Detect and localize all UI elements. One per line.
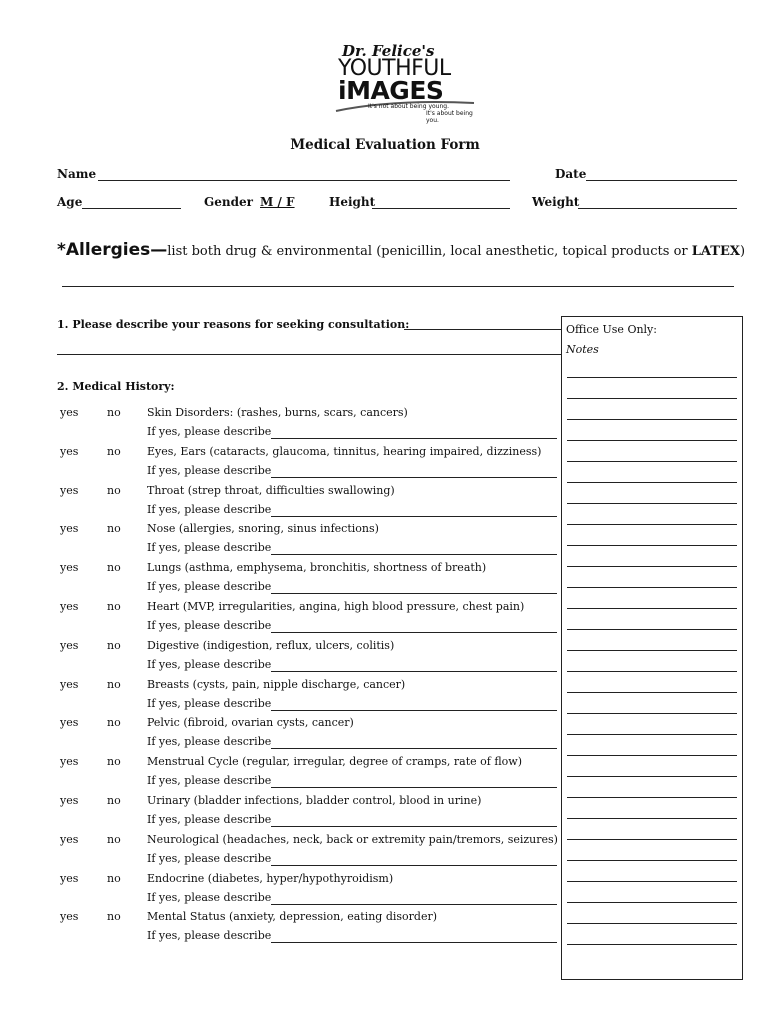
medical-row: [57, 755, 557, 794]
consultation-question: 1. Please describe your reasons for seeking consultation:: [57, 318, 410, 331]
medical-row: [57, 406, 557, 445]
medical-row: [57, 600, 557, 639]
describe-label: If yes, please describe: [147, 658, 272, 671]
yes-option[interactable]: yes: [60, 794, 79, 807]
no-option[interactable]: no: [107, 522, 121, 535]
describe-field[interactable]: [271, 554, 557, 555]
condition-label: Mental Status (anxiety, depression, eating disorder): [147, 910, 438, 923]
medical-row: [57, 910, 557, 949]
office-use-header: Office Use Only:: [566, 323, 657, 336]
allergies-heading: *Allergies—: [57, 240, 168, 260]
office-note-line[interactable]: [567, 566, 737, 567]
describe-field[interactable]: [271, 826, 557, 827]
describe-field[interactable]: [271, 438, 557, 439]
office-note-line[interactable]: [567, 797, 737, 798]
office-note-line[interactable]: [567, 713, 737, 714]
condition-label: Eyes, Ears (cataracts, glaucoma, tinnitus, hearing impaired, dizziness): [147, 445, 542, 458]
office-note-line[interactable]: [567, 482, 737, 483]
medical-history-heading: 2. Medical History:: [57, 380, 175, 393]
no-option[interactable]: no: [107, 484, 121, 497]
condition-label: Menstrual Cycle (regular, irregular, degree of cramps, rate of flow): [147, 755, 522, 768]
medical-row: [57, 639, 557, 678]
describe-label: If yes, please describe: [147, 425, 272, 438]
describe-label: If yes, please describe: [147, 619, 272, 632]
yes-option[interactable]: yes: [60, 716, 79, 729]
medical-row: [57, 561, 557, 600]
describe-field[interactable]: [271, 748, 557, 749]
consultation-field-1[interactable]: [404, 329, 561, 330]
no-option[interactable]: no: [107, 755, 121, 768]
name-label: Name: [57, 167, 97, 181]
yes-option[interactable]: yes: [60, 445, 79, 458]
describe-label: If yes, please describe: [147, 735, 272, 748]
condition-label: Neurological (headaches, neck, back or extremity pain/tremors, seizures): [147, 833, 558, 846]
medical-row: [57, 445, 557, 484]
office-note-line[interactable]: [567, 692, 737, 693]
date-label: Date: [555, 167, 587, 181]
allergies-field[interactable]: [62, 286, 734, 287]
no-option[interactable]: no: [107, 910, 121, 923]
medical-row: [57, 716, 557, 755]
condition-label: Urinary (bladder infections, bladder control, blood in urine): [147, 794, 482, 807]
medical-row: [57, 522, 557, 561]
condition-label: Lungs (asthma, emphysema, bronchitis, shortness of breath): [147, 561, 487, 574]
office-note-line[interactable]: [567, 650, 737, 651]
yes-option[interactable]: yes: [60, 872, 79, 885]
describe-label: If yes, please describe: [147, 852, 272, 865]
office-note-line[interactable]: [567, 398, 737, 399]
office-note-line[interactable]: [567, 881, 737, 882]
medical-row: [57, 833, 557, 872]
describe-field[interactable]: [271, 477, 557, 478]
office-note-line[interactable]: [567, 545, 737, 546]
describe-label: If yes, please describe: [147, 464, 272, 477]
no-option[interactable]: no: [107, 794, 121, 807]
office-note-line[interactable]: [567, 860, 737, 861]
describe-field[interactable]: [271, 710, 557, 711]
office-note-line[interactable]: [567, 524, 737, 525]
describe-field[interactable]: [271, 516, 557, 517]
office-note-line[interactable]: [567, 440, 737, 441]
logo-line-doctor: Dr. Felice's: [342, 42, 435, 60]
yes-option[interactable]: yes: [60, 522, 79, 535]
no-option[interactable]: no: [107, 833, 121, 846]
gender-label: Gender: [204, 195, 253, 209]
no-option[interactable]: no: [107, 678, 121, 691]
yes-option[interactable]: yes: [60, 910, 79, 923]
no-option[interactable]: no: [107, 716, 121, 729]
weight-label: Weight: [532, 195, 580, 209]
condition-label: Endocrine (diabetes, hyper/hypothyroidism): [147, 872, 394, 885]
weight-field[interactable]: [578, 208, 737, 209]
condition-label: Heart (MVP, irregularities, angina, high blood pressure, chest pain): [147, 600, 525, 613]
no-option[interactable]: no: [107, 445, 121, 458]
office-note-line[interactable]: [567, 587, 737, 588]
no-option[interactable]: no: [107, 561, 121, 574]
describe-label: If yes, please describe: [147, 774, 272, 787]
office-note-line[interactable]: [567, 419, 737, 420]
medical-row: [57, 678, 557, 717]
medical-row: [57, 794, 557, 833]
condition-label: Pelvic (fibroid, ovarian cysts, cancer): [147, 716, 354, 729]
describe-label: If yes, please describe: [147, 503, 272, 516]
office-notes-label: Notes: [566, 343, 599, 356]
gender-field[interactable]: M / F: [260, 195, 295, 209]
age-field[interactable]: [82, 208, 181, 209]
describe-label: If yes, please describe: [147, 697, 272, 710]
form-title: Medical Evaluation Form: [290, 137, 480, 153]
describe-field[interactable]: [271, 593, 557, 594]
describe-field[interactable]: [271, 787, 557, 788]
allergies-text: list both drug & environmental (penicillin, local anesthetic, topical products or: [167, 244, 692, 259]
condition-label: Breasts (cysts, pain, nipple discharge, cancer): [147, 678, 406, 691]
office-use-box: [561, 316, 743, 980]
medical-row: [57, 872, 557, 911]
no-option[interactable]: no: [107, 406, 121, 419]
office-note-line[interactable]: [567, 629, 737, 630]
office-note-line[interactable]: [567, 776, 737, 777]
describe-label: If yes, please describe: [147, 929, 272, 942]
office-note-line[interactable]: [567, 944, 737, 945]
practice-logo: [334, 42, 484, 122]
condition-label: Nose (allergies, snoring, sinus infections): [147, 522, 379, 535]
no-option[interactable]: no: [107, 639, 121, 652]
office-note-line[interactable]: [567, 734, 737, 735]
logo-tagline-1: It's not about being young.: [368, 103, 449, 110]
office-note-line[interactable]: [567, 923, 737, 924]
name-field[interactable]: [98, 180, 510, 181]
logo-line-youthful: YOUTHFUL: [338, 56, 451, 81]
office-note-line[interactable]: [567, 608, 737, 609]
yes-option[interactable]: yes: [60, 600, 79, 613]
yes-option[interactable]: yes: [60, 833, 79, 846]
height-label: Height: [329, 195, 376, 209]
describe-label: If yes, please describe: [147, 813, 272, 826]
age-label: Age: [57, 195, 83, 209]
describe-field[interactable]: [271, 942, 557, 943]
office-note-line[interactable]: [567, 902, 737, 903]
yes-option[interactable]: yes: [60, 755, 79, 768]
describe-field[interactable]: [271, 671, 557, 672]
medical-row: [57, 484, 557, 523]
date-field[interactable]: [586, 180, 737, 181]
allergies-prompt: [57, 240, 745, 260]
describe-field[interactable]: [271, 865, 557, 866]
describe-label: If yes, please describe: [147, 541, 272, 554]
latex-text: LATEX: [691, 244, 740, 259]
yes-option[interactable]: yes: [60, 484, 79, 497]
office-note-line[interactable]: [567, 818, 737, 819]
condition-label: Skin Disorders: (rashes, burns, scars, cancers): [147, 406, 408, 419]
no-option[interactable]: no: [107, 872, 121, 885]
yes-option[interactable]: yes: [60, 639, 79, 652]
no-option[interactable]: no: [107, 600, 121, 613]
yes-option[interactable]: yes: [60, 561, 79, 574]
consultation-field-2[interactable]: [57, 354, 561, 355]
office-note-line[interactable]: [567, 839, 737, 840]
logo-tagline-2: It's about being you.: [426, 110, 473, 124]
yes-option[interactable]: yes: [60, 678, 79, 691]
describe-field[interactable]: [271, 904, 557, 905]
logo-line-images: iMAGES: [338, 76, 444, 105]
condition-label: Throat (strep throat, difficulties swallowing): [147, 484, 395, 497]
describe-field[interactable]: [271, 632, 557, 633]
describe-label: If yes, please describe: [147, 580, 272, 593]
condition-label: Digestive (indigestion, reflux, ulcers, colitis): [147, 639, 395, 652]
office-note-line[interactable]: [567, 671, 737, 672]
office-note-line[interactable]: [567, 755, 737, 756]
height-field[interactable]: [372, 208, 510, 209]
describe-label: If yes, please describe: [147, 891, 272, 904]
office-note-line[interactable]: [567, 503, 737, 504]
allergies-close: ): [739, 244, 746, 259]
office-note-line[interactable]: [567, 377, 737, 378]
office-note-line[interactable]: [567, 461, 737, 462]
yes-option[interactable]: yes: [60, 406, 79, 419]
